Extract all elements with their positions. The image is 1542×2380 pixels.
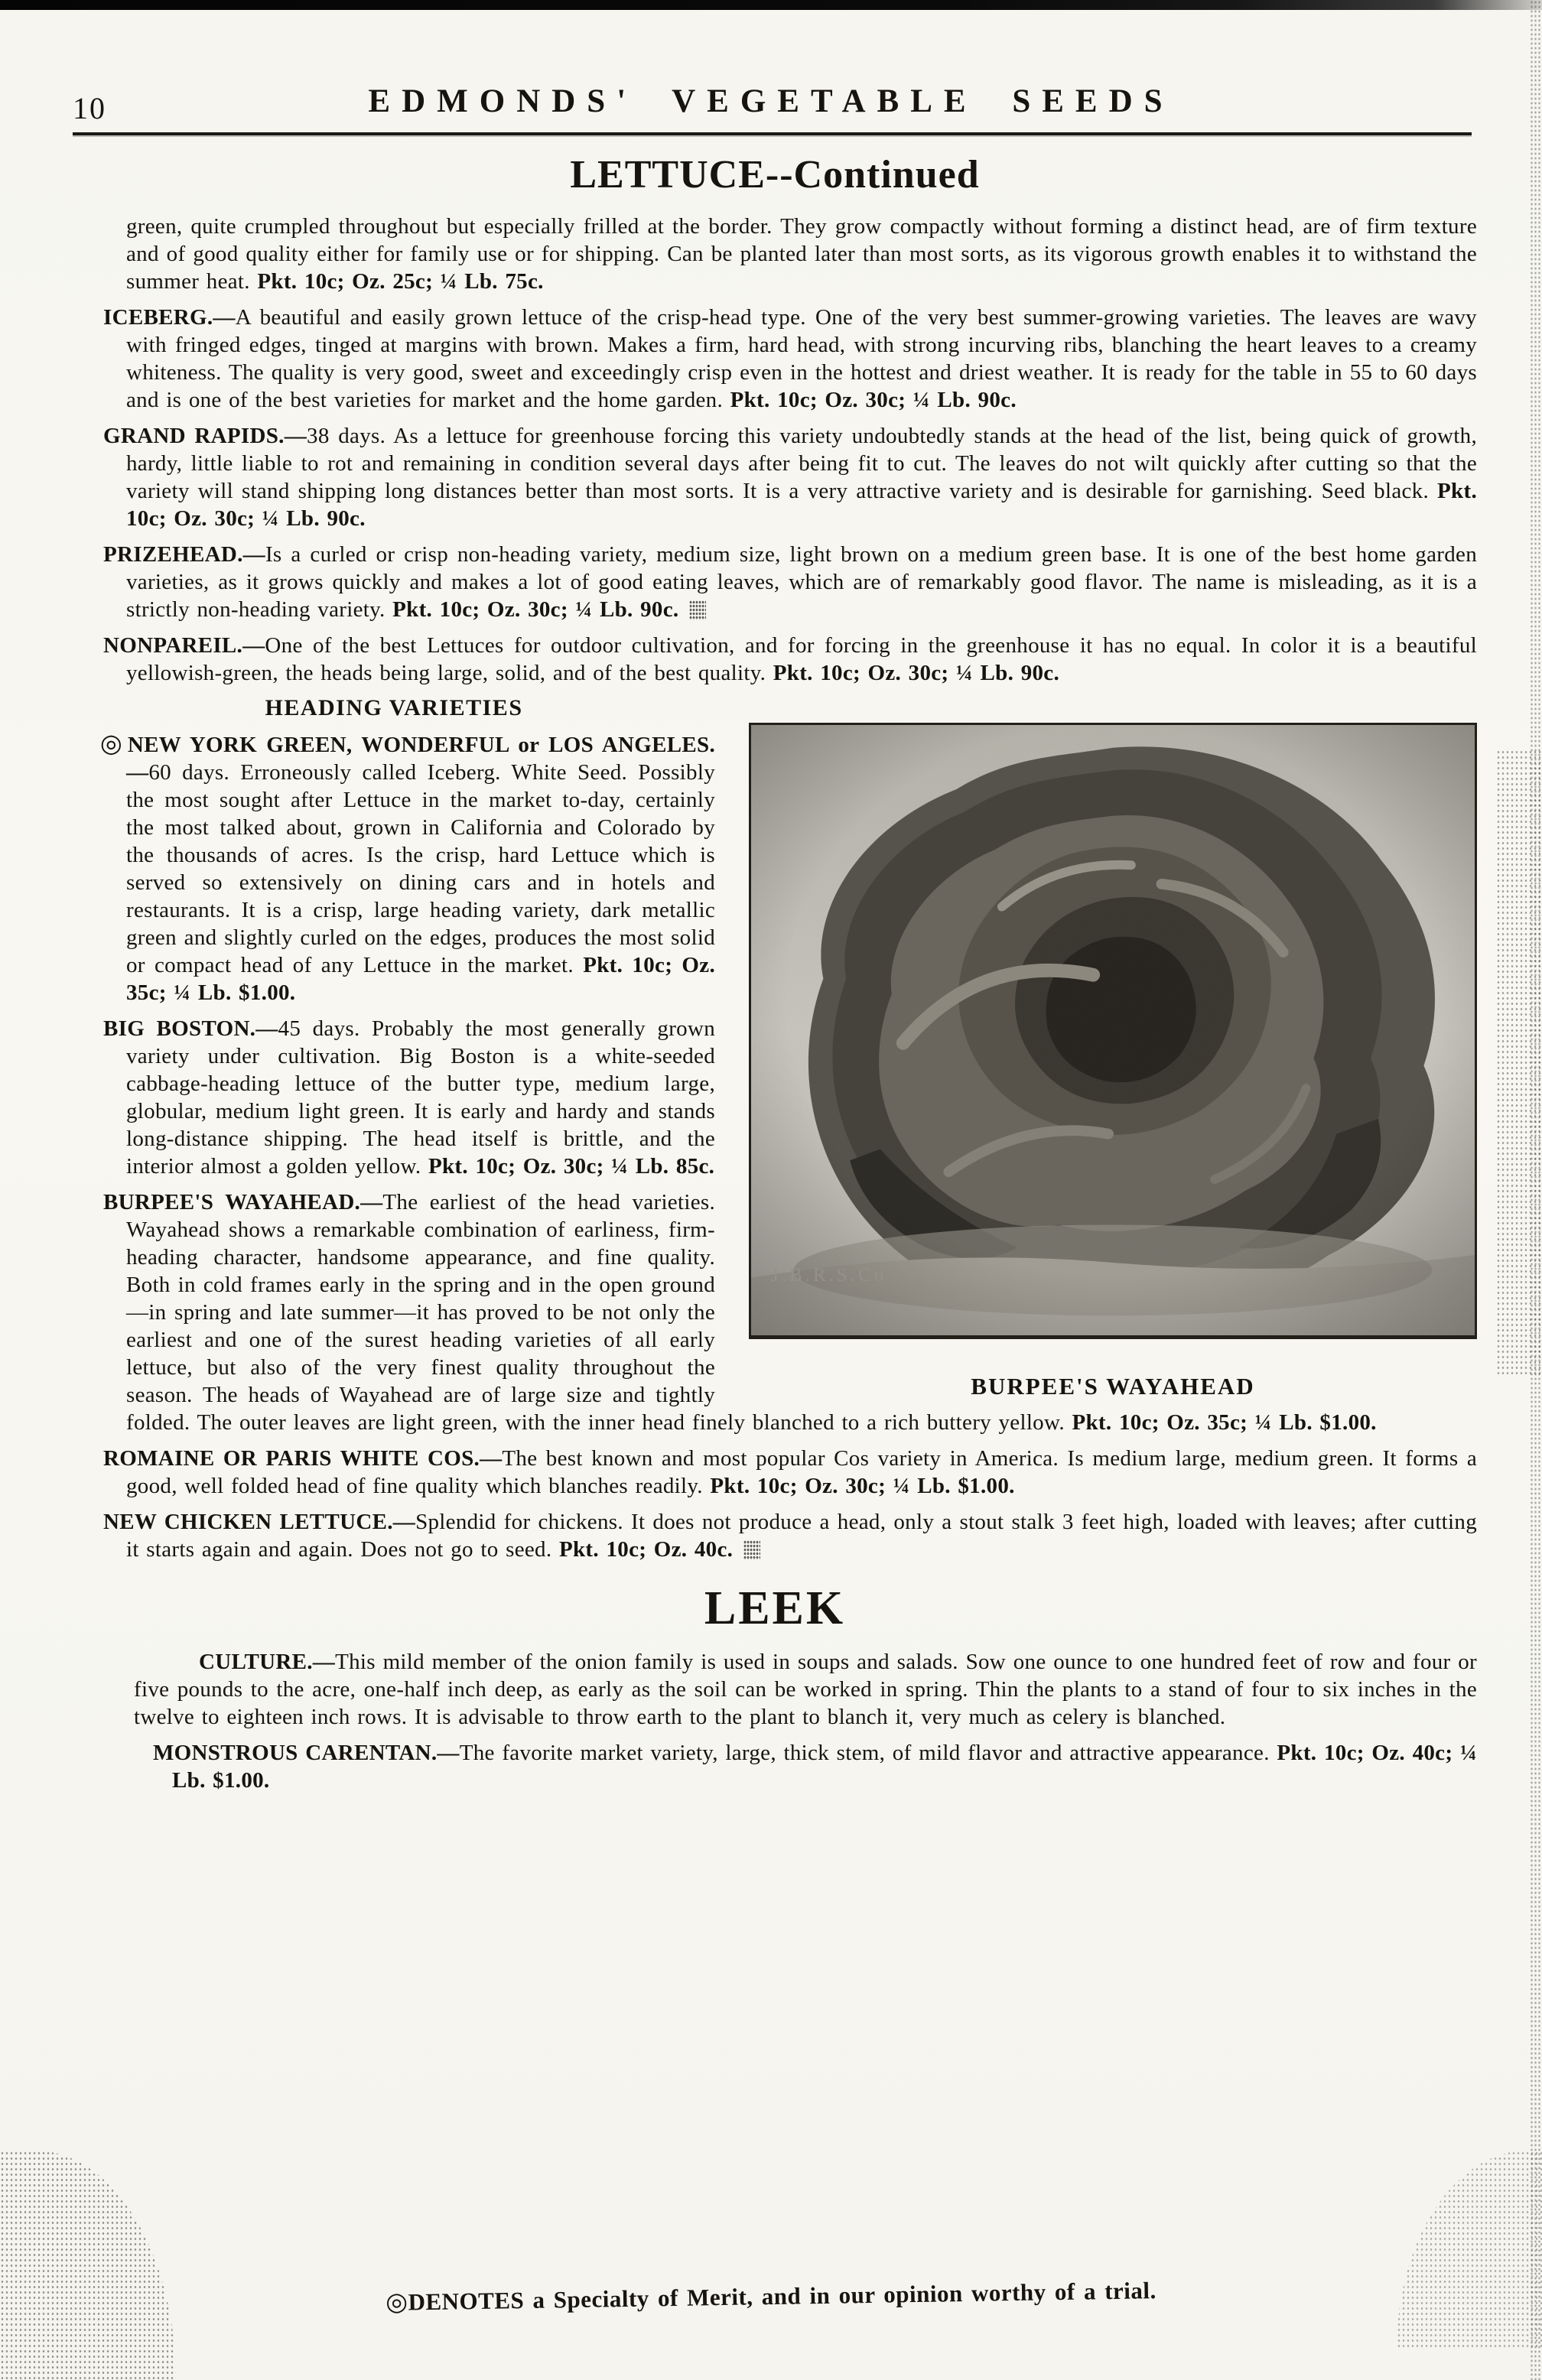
variety-price: Pkt. 10c; Oz. 30c; ¼ Lb. 90c. [773, 661, 1060, 685]
footer-note [0, 2268, 1542, 2323]
variety-price: Pkt. 10c; Oz. 35c; ¼ Lb. $1.00. [1072, 1410, 1377, 1435]
variety-description: 38 days. As a lettuce for greenhouse forcing this variety undoubtedly stands at the head of the list, being quick of growth, hardy, little liable to rot and remaining in condition several days after being fit to cut. The leaves do not wilt quickly after cutting so that the variety will stand shipping long distances better than most sorts. It is a very attractive variety and is desirable for garnishing. Seed black. [126, 424, 1477, 503]
variety-name: ICEBERG.— [103, 305, 236, 330]
intro-price: Pkt. 10c; Oz. 25c; ¼ Lb. 75c. [257, 269, 544, 294]
variety-description: 45 days. Probably the most generally grown variety under cultivation. Big Boston is a white-seeded cabbage-heading lettuce of the butter type, medium large, globular, medium light green. It is early and hardy and stands long-distance shipping. The head itself is brittle, and the interior almost a golden yellow. [126, 1016, 715, 1179]
variety-price: Pkt. 10c; Oz. 30c; ¼ Lb. 85c. [428, 1154, 715, 1179]
variety-price: Pkt. 10c; Oz. 30c; ¼ Lb. 90c. [392, 597, 679, 622]
scan-speckle-bottom-right [1397, 2151, 1542, 2349]
variety-description: The earliest of the head varieties. Wayahead shows a remarkable combination of earliness, firm-heading character, handsome appearance, and fine quality. Both in cold frames early in the spring and in the open ground—in spring and late summer—it has proved to be not only the earliest and one of the surest heading varieties of all early lettuce, but also of the very finest quality throughout the season. The heads of Wayahead are of large size and tightly folded. The outer leaves are light green, with the inner head finely blanched to a rich buttery yellow. [126, 1190, 1065, 1435]
ink-smudge [689, 600, 706, 620]
photo-caption: BURPEE'S WAYAHEAD [971, 1373, 1255, 1400]
variety-entry-iceberg [103, 304, 1477, 414]
variety-entry-prizehead [103, 541, 1477, 623]
variety-description: The best known and most popular Cos variety in America. Is medium large, medium green. It forms a good, well folded head of fine quality which blanches readily. [126, 1446, 1477, 1498]
lettuce-photo [749, 723, 1477, 1339]
ink-smudge [743, 1540, 760, 1560]
header-rule [73, 132, 1472, 135]
photo-block [749, 723, 1477, 1400]
variety-description: Splendid for chickens. It does not produce a head, only a stout stalk 3 feet high, loaded with leaves; after cutting it starts again and again. Does not go to seed. [126, 1510, 1477, 1562]
page-content [0, 152, 1542, 1794]
leek-section-title: LEEK [704, 1582, 846, 1634]
variety-name: PRIZEHEAD.— [103, 542, 265, 567]
variety-name: BIG BOSTON.— [103, 1016, 278, 1041]
specialty-mark-icon: ◎ [100, 730, 125, 758]
variety-price: Pkt. 10c; Oz. 40c; ¼ Lb. $1.00. [172, 1741, 1477, 1793]
variety-description: A beautiful and easily grown lettuce of the crisp-head type. One of the very best summer-growing varieties. The leaves are wavy with fringed edges, tinged at margins with brown. Makes a firm, hard head, with strong incurving ribs, blanching the heart leaves to a creamy whiteness. The quality is very good, sweet and exceedingly crisp even in the hottest and driest weather. It is ready for the table in 55 to 60 days and is one of the best varieties for market and the home garden. [126, 305, 1477, 412]
variety-price: Pkt. 10c; Oz. 30c; ¼ Lb. $1.00. [710, 1474, 1015, 1498]
variety-entry-monstrous-carentan [153, 1739, 1477, 1794]
heading-varieties-title: HEADING VARIETIES [265, 695, 523, 720]
scan-speckle-bottom-left [0, 2151, 176, 2380]
photo-watermark: J.B.R.S.Co [771, 1265, 887, 1286]
page-header [0, 0, 1542, 135]
heading-varieties-section [73, 695, 1477, 1436]
variety-description: One of the best Lettuces for outdoor cultivation, and for forcing in the greenhouse it has no equal. In color it is a beautiful yellowish-green, the heads being large, solid, and of the best quality. [126, 633, 1477, 685]
variety-name: ROMAINE OR PARIS WHITE COS.— [103, 1446, 503, 1471]
variety-description: 60 days. Erroneously called Iceberg. White Seed. Possibly the most sought after Lettuce in the market to-day, certainly the most talked about, grown in California and Colorado by the thousands of acres. Is the crisp, hard Lettuce which is served so extensively on dining cars and in hotels and restaurants. It is a crisp, large heading variety, dark metallic green and slightly curled on the edges, produces the most solid or compact head of any Lettuce in the market. [126, 760, 715, 977]
variety-price: Pkt. 10c; Oz. 35c; ¼ Lb. $1.00. [126, 953, 715, 1005]
variety-name: GRAND RAPIDS.— [103, 424, 307, 448]
variety-name: NEW YORK GREEN, WONDERFUL or LOS ANGELES.— [126, 733, 715, 785]
intro-paragraph [126, 213, 1477, 295]
variety-entry-nonpareil [103, 632, 1477, 687]
culture-text: This mild member of the onion family is used in soups and salads. Sow one ounce to one hundred feet of row and four or five pounds to the acre, one-half inch deep, as early as the soil can be worked in spring. Thin the plants to a stand of four to six inches in the twelve to eighteen inch rows. It is advisable to throw earth to the plant to blanch it, very much as celery is blanched. [134, 1650, 1477, 1729]
variety-name: MONSTROUS CARENTAN.— [153, 1741, 460, 1765]
scan-speckle-mid-right [1496, 749, 1542, 1377]
intro-text: green, quite crumpled throughout but especially frilled at the border. They grow compactly without forming a distinct head, are of firm texture and of good quality either for family use or for shipping. Can be planted later than most sorts, as its vigorous growth enables it to withstand the summer heat. [126, 214, 1477, 294]
section-title: LETTUCE--Continued [570, 153, 980, 197]
variety-name: NEW CHICKEN LETTUCE.— [103, 1510, 416, 1534]
variety-name: NONPAREIL.— [103, 633, 265, 658]
footer-text: DENOTES a Specialty of Merit, and in our opinion worthy of a trial. [408, 2277, 1157, 2316]
specialty-mark-icon: ◎ [385, 2288, 408, 2317]
leek-culture-paragraph [134, 1648, 1477, 1731]
variety-entry-new-chicken-lettuce [103, 1508, 1477, 1563]
catalog-title: EDMONDS' VEGETABLE SEEDS [368, 83, 1174, 119]
variety-price: Pkt. 10c; Oz. 30c; ¼ Lb. 90c. [730, 388, 1017, 412]
variety-price: Pkt. 10c; Oz. 40c. [558, 1537, 734, 1562]
variety-name: BURPEE'S WAYAHEAD.— [103, 1190, 383, 1214]
page-number: 10 [73, 91, 106, 125]
variety-description: Is a curled or crisp non-heading variety, medium size, light brown on a medium green base. It is one of the best home garden varieties, as it grows quickly and makes a lot of good eating leaves, which are of remarkably good flavor. The name is misleading, as it is a strictly non-heading variety. [126, 542, 1477, 622]
variety-description: The favorite market variety, large, thick stem, of mild flavor and attractive appearance. [459, 1741, 1270, 1765]
variety-price: Pkt. 10c; Oz. 30c; ¼ Lb. 90c. [126, 479, 1477, 531]
culture-label: CULTURE.— [199, 1650, 336, 1674]
variety-entry-grand-rapids [103, 422, 1477, 532]
variety-entry-romaine [103, 1445, 1477, 1500]
